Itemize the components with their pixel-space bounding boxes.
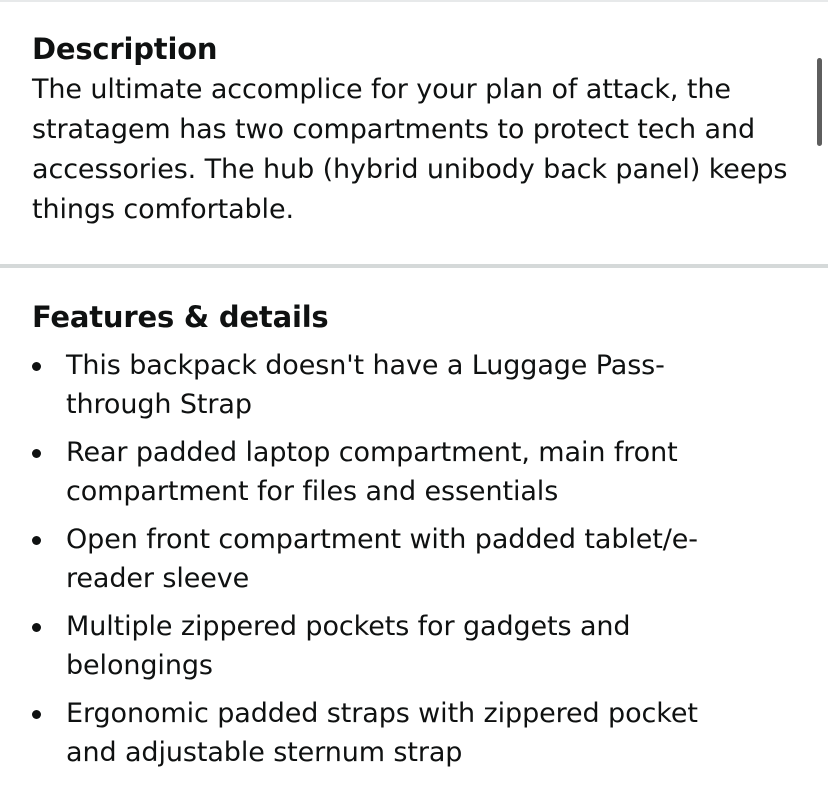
scrollbar[interactable] [817, 58, 822, 146]
feature-text: Open front compartment with padded tablet/e-reader sleeve [66, 524, 698, 594]
list-item [32, 607, 756, 685]
bullet-icon [32, 449, 41, 458]
features-heading: Features & details [32, 300, 329, 334]
description-text: The ultimate accomplice for your plan of attack, the stratagem has two compartments to protect tech and accessories. The hub (hybrid unibody back panel) keeps things comfortable. [32, 74, 788, 225]
feature-text: This backpack doesn't have a Luggage Pass-through Strap [66, 350, 665, 420]
feature-text: Rear padded laptop compartment, main front compartment for files and essentials [66, 437, 678, 507]
list-item [32, 520, 756, 598]
feature-text: Multiple zippered pockets for gadgets and belongings [66, 611, 631, 681]
description-section [0, 0, 828, 264]
list-item [32, 433, 756, 511]
list-item [32, 694, 756, 772]
bullet-icon [32, 710, 41, 719]
bullet-icon [32, 536, 41, 545]
features-list [32, 346, 788, 772]
bullet-icon [32, 623, 41, 632]
list-item [32, 346, 756, 424]
bullet-icon [32, 362, 41, 371]
features-section [0, 268, 828, 803]
description-heading: Description [32, 32, 218, 66]
feature-text: Ergonomic padded straps with zippered pocket and adjustable sternum strap [66, 698, 698, 768]
